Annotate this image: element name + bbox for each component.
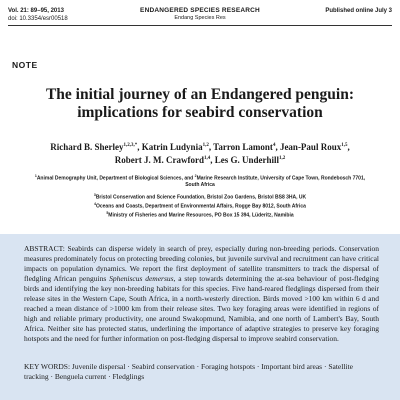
author-affiliation-mark: 1,2: [202, 143, 209, 148]
volume-info: [8, 7, 128, 23]
keywords-text: Juvenile dispersal · Seabird conservation · Foraging hotspots · Important bird areas · Satellite tracking · Benguela current · Fledglings: [24, 362, 353, 381]
affiliation-1-2: $^1$Animal Demography Unit, Department of Biological Sciences, and $^2$Marine Research Institute, University of Cape Town, Rondebosch 7701, South Africa: [34, 174, 366, 189]
journal-name: ENDANGERED SPECIES RESEARCH: [140, 7, 260, 14]
author-list: [15, 140, 385, 166]
published-date: Published online July 3: [325, 8, 392, 14]
author-affiliation-mark: 1,2: [279, 156, 286, 161]
journal-abbreviation: Endang Species Res: [174, 15, 226, 21]
journal-name-block: [128, 7, 272, 22]
author-affiliation-mark: 1,2,3,*: [123, 143, 138, 148]
author-name: Robert J. M. Crawford: [114, 155, 204, 165]
doi-text: doi: 10.3354/esr00518: [8, 16, 68, 22]
abstract-label: ABSTRACT:: [24, 244, 68, 253]
affiliation-4: $^4$Oceans and Coasts, Department of Environmental Affairs, Rogge Bay 8012, South Africa: [94, 202, 306, 210]
species-name: Spheniscus demersus: [109, 274, 174, 283]
author-name: Les G. Underhill: [214, 155, 279, 165]
author-name: Richard B. Sherley: [50, 142, 124, 152]
keywords: [24, 362, 379, 382]
author-affiliation-mark: 4: [272, 143, 276, 148]
author-affiliation-mark: 1,5: [341, 143, 348, 148]
header-rule: [8, 25, 392, 26]
volume-text: Vol. 21: 89–95, 2013: [8, 8, 64, 14]
affiliation-5: $^5$Ministry of Fisheries and Marine Resources, PO Box 15 394, Lüderitz, Namibia: [106, 211, 294, 219]
journal-header: [0, 0, 400, 36]
affiliation-3: $^3$Bristol Conservation and Science Foundation, Bristol Zoo Gardens, Bristol BS8 3HA, UK: [93, 193, 307, 201]
authors-line-2: Robert J. M. Crawford$^{1,4}$, Les G. Underhill$^{1,2}$: [114, 155, 286, 165]
authors-line-1: Richard B. Sherley$^{1,2,3,*}$, Katrin Ludynia$^{1,2}$, Tarron Lamont$^4$, Jean-Paul Roux$^{1,5}$,: [50, 142, 350, 152]
article-title: [20, 86, 380, 122]
article-type-label: NOTE: [12, 60, 38, 70]
author-affiliation-mark: 1,4: [203, 156, 211, 161]
author-name: Jean-Paul Roux: [279, 142, 342, 152]
author-name: Tarron Lamont: [213, 142, 273, 152]
author-name: Katrin Ludynia: [141, 142, 203, 152]
abstract-text: ABSTRACT: Seabirds can disperse widely in search of prey, especially during non-breeding periods. Conservation measures predominately focus on protecting breeding colonies, but juvenile survival and recruitment can have critical impacts on population dynamics. We report the first deployment of satellite transmitters to track the dispersal of fledgling African penguins Spheniscus demersus, a step towards determining the at-sea behaviour of post-fledging birds and identifying the key non-breeding habitats for this species. Five hand-reared fledglings dispersed from their release sites in the Western Cape, South Africa, in a north-westerly direction. Birds moved >100 km within 6 d and reached a mean distance of >1000 km from their release sites. Two key foraging areas were identified in regions of high and reliable primary productivity, one around Swakopmund, Namibia, and one north of Lambert's Bay, South Africa. Neither site has protected status, underlining the importance of adaptive strategies to preserve key foraging hotspots and the need for further information on post-fledging dispersal to improve seabird conservation.: [24, 244, 379, 343]
title-line-2: implications for seabird conservation: [77, 104, 323, 121]
abstract-panel: [0, 234, 400, 400]
keywords-label: KEY WORDS:: [24, 362, 72, 371]
title-line-1: The initial journey of an Endangered penguin:: [45, 86, 355, 103]
